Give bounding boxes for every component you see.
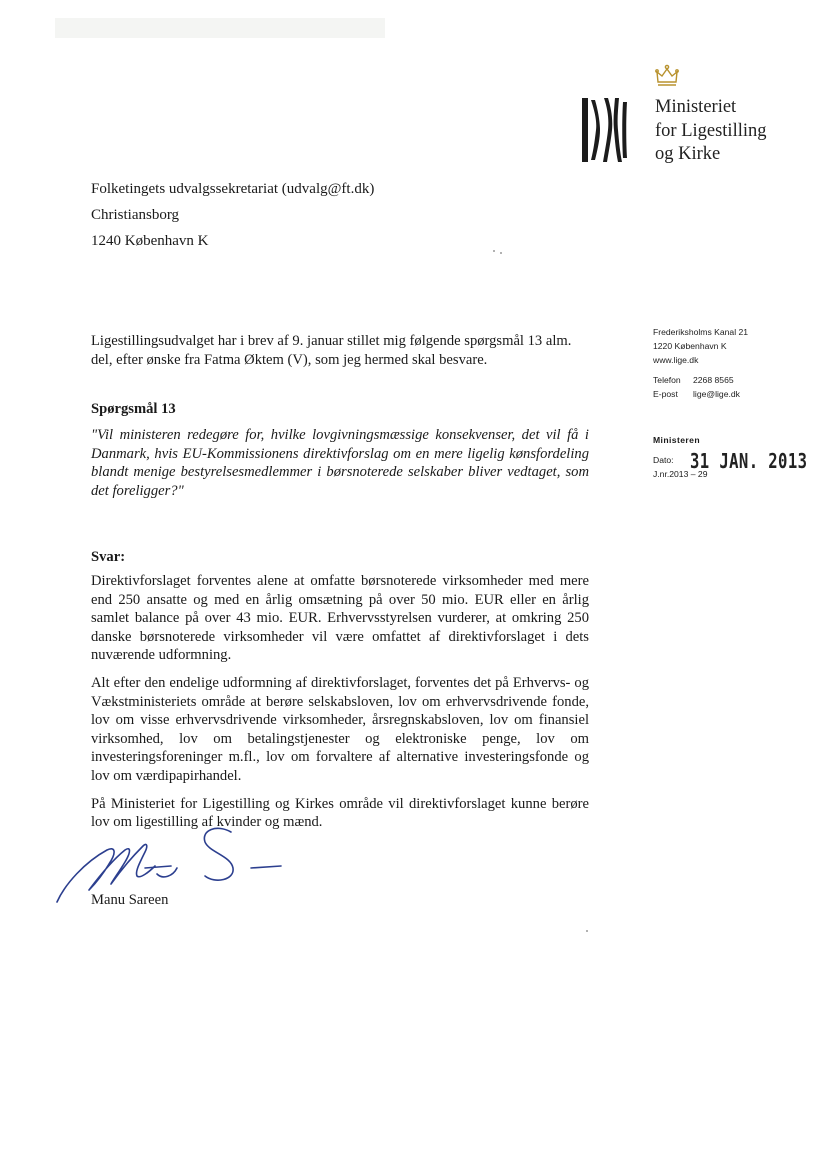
phone-number: 2268 8565 — [693, 375, 734, 385]
ministry-name-line: for Ligestilling — [655, 120, 767, 141]
answer-paragraph: Direktivforslaget forventes alene at omfatte børsnoterede virksomheder med mere end 250 ansatte og med en årlig omsætning på over 50 mio. EUR eller en årlig samlet balance på over 43 mio. EUR. Erhvervsstyrelsen vurderer, at omkring 250 danske børsnoterede virksomheder vil være omfattet af direktivforslaget i dets nuværende udformning. — [91, 573, 589, 664]
date-stamp: 31 JAN. 2013 — [690, 449, 808, 473]
sender-title: Ministeren — [653, 435, 700, 445]
scan-speck — [586, 930, 588, 932]
answer-heading: Svar: — [91, 549, 126, 565]
signer-name: Manu Sareen — [91, 892, 169, 908]
recipient-name: Folketingets udvalgssekretariat (udvalg@ft.dk) — [91, 181, 375, 197]
scan-speck — [493, 250, 495, 252]
sender-website: www.lige.dk — [653, 355, 699, 365]
phone-label: Telefon — [653, 375, 681, 385]
sender-street: Frederiksholms Kanal 21 — [653, 327, 749, 337]
email-address: lige@lige.dk — [693, 389, 740, 399]
signature — [45, 822, 295, 912]
sender-contact-block — [653, 325, 823, 401]
sender-city: 1220 København K — [653, 341, 727, 351]
question-text: "Vil ministeren redegøre for, hvilke lovgivningsmæssige konsekvenser, det vil få i Danmark, hvis EU-Kommissionens direktivforslag om en mere ligelig kønsfordeling blandt menige bestyrelsesmedlemmer i børsnoterede selskaber bliver vedtaget, som det foreligger?" — [91, 427, 589, 499]
recipient-building: Christiansborg — [91, 207, 180, 223]
date-label: Dato: — [653, 455, 674, 465]
ministry-name-line: Ministeriet — [655, 97, 737, 117]
crown-icon — [654, 64, 680, 88]
ministry-name-line: og Kirke — [655, 144, 721, 164]
scan-speck — [500, 252, 502, 254]
answer-paragraph: Alt efter den endelige udformning af direktivforslaget, forventes det på Erhvervs- og Vækstministeriets område at berøre selskabsloven, lov om erhvervsdrivende fonde, lov om visse erhvervsdrivende virksomheder, årsregnskabsloven, lov om finansiel virksomhed, lov om betalingstjenester og elektroniske penge, lov om investeringsforeninger m.fl., lov om forvaltere af alternative investeringsfonde og lov om værdipapirhandel. — [91, 674, 589, 784]
scan-artifact — [55, 18, 385, 38]
email-label: E-post — [653, 389, 678, 399]
phone-row — [653, 373, 823, 387]
journal-number: J.nr.2013 – 29 — [653, 469, 708, 479]
email-row — [653, 387, 823, 401]
ministry-logo-icon — [582, 98, 632, 162]
intro-paragraph: Ligestillingsudvalget har i brev af 9. januar stillet mig følgende spørgsmål 13 alm. del, efter ønske fra Fatma Øktem (V), som jeg hermed skal besvare. — [91, 333, 572, 368]
recipient-address — [91, 176, 374, 254]
answer-body — [91, 572, 589, 841]
question-heading: Spørgsmål 13 — [91, 401, 176, 417]
recipient-city: 1240 København K — [91, 233, 209, 249]
ministry-name — [655, 96, 815, 167]
answer-paragraph: På Ministeriet for Ligestilling og Kirkes område vil direktivforslaget kunne berøre lov om ligestilling af kvinder og mænd. — [91, 795, 589, 831]
